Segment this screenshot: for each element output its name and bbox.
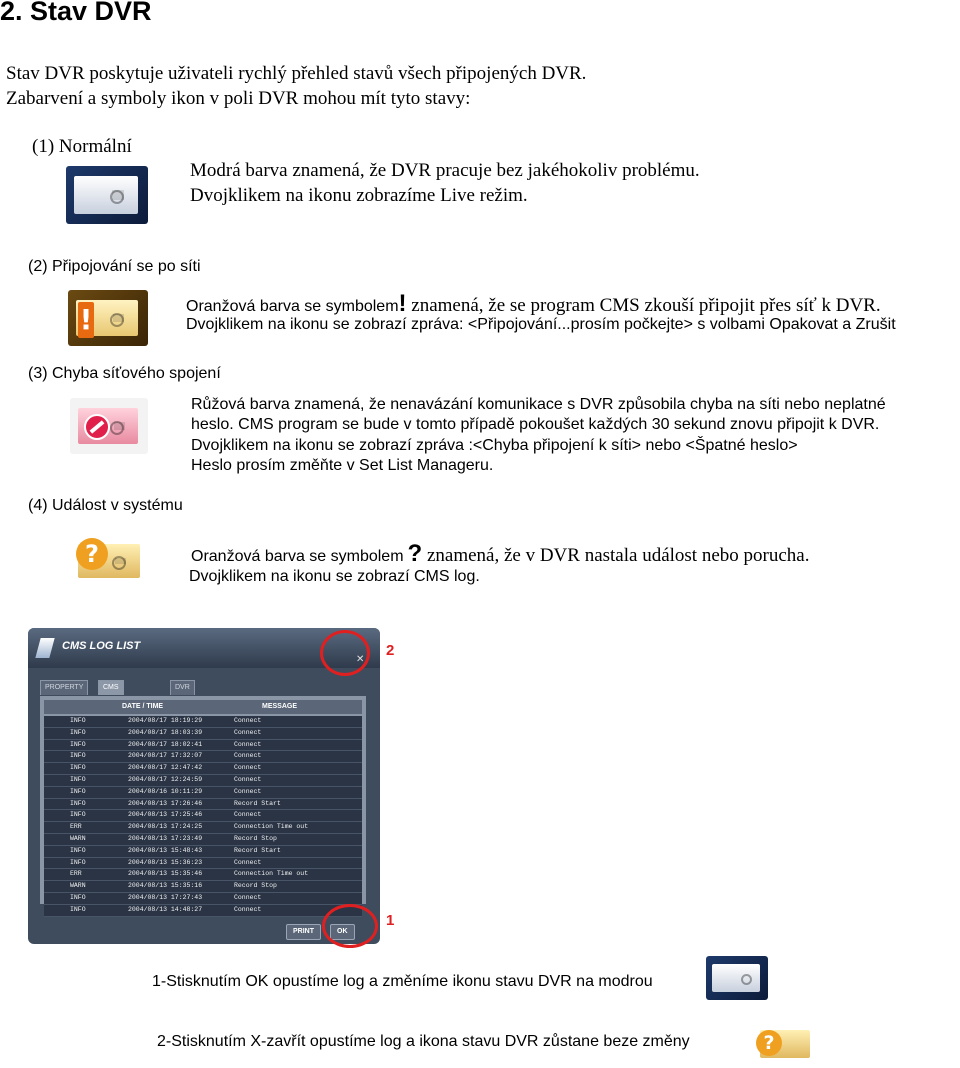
- ok-button[interactable]: OK: [330, 924, 355, 940]
- log-message: Connect: [234, 858, 262, 866]
- table-row[interactable]: [44, 846, 362, 858]
- page-title: 2. Stav DVR: [0, 0, 152, 26]
- log-message: Record Start: [234, 799, 281, 807]
- tab-cms-log-list[interactable]: CMS: [98, 680, 124, 695]
- log-message: Connect: [234, 905, 262, 913]
- cms-log-rows: [44, 716, 362, 917]
- log-message: Connect: [234, 752, 262, 760]
- table-row[interactable]: [44, 905, 362, 917]
- log-date-time: 2004/08/17 18:02:41: [128, 740, 203, 748]
- table-row[interactable]: [44, 751, 362, 763]
- log-date-time: 2004/08/17 18:03:39: [128, 728, 203, 736]
- log-level: INFO: [70, 717, 86, 724]
- state-error-desc-1: Růžová barva znamená, že nenavázání komunikace s DVR způsobila chyba na síti nebo neplatné: [191, 396, 886, 413]
- log-message: Record Start: [234, 846, 281, 854]
- dvr-pink-no-entry-icon: [70, 398, 148, 454]
- log-level: INFO: [70, 728, 86, 736]
- callout-1: 1: [386, 912, 395, 929]
- log-date-time: 2004/08/13 14:48:27: [128, 905, 203, 913]
- log-message: Record Stop: [234, 882, 277, 890]
- state-connecting-desc-2: Dvojklikem na ikonu se zobrazí zpráva: <Připojování...prosím počkejte> s volbami Opakovat a Zrušit: [186, 316, 896, 333]
- log-message: Connect: [234, 740, 262, 748]
- no-entry-icon: [84, 414, 110, 440]
- log-level: INFO: [70, 893, 86, 901]
- cms-window-icon: [35, 638, 54, 658]
- state-normal-desc-1: Modrá barva znamená, že DVR pracuje bez jakéhokoliv problému.: [190, 160, 700, 181]
- cms-log-table: [40, 696, 366, 913]
- log-date-time: 2004/08/16 10:11:29: [128, 787, 203, 795]
- log-level: INFO: [70, 905, 86, 913]
- log-level: INFO: [70, 775, 86, 783]
- state-event-desc-sans: Oranžová barva se symbolem: [191, 548, 404, 565]
- state-event-desc-serif: znamená, že v DVR nastala událost nebo porucha.: [422, 545, 810, 566]
- log-date-time: 2004/08/13 15:35:46: [128, 870, 203, 878]
- log-date-time: 2004/08/13 17:26:46: [128, 799, 203, 807]
- question-icon: ?: [76, 538, 108, 570]
- exclamation-icon: !: [79, 303, 93, 336]
- dvr-blue-icon: [706, 956, 768, 1000]
- log-date-time: 2004/08/17 17:32:07: [128, 752, 203, 760]
- tab-dvr-log-list[interactable]: DVR: [170, 680, 195, 695]
- table-row[interactable]: [44, 787, 362, 799]
- intro-line-1: Stav DVR poskytuje uživateli rychlý přehled stavů všech připojených DVR.: [6, 63, 587, 84]
- log-level: ERR: [70, 823, 82, 831]
- log-date-time: 2004/08/17 12:47:42: [128, 764, 203, 772]
- note-close: 2-Stisknutím X-zavřít opustíme log a ikona stavu DVR zůstane beze změny: [157, 1033, 690, 1050]
- table-row[interactable]: [44, 716, 362, 728]
- state-error-title: (3) Chyba síťového spojení: [28, 365, 221, 382]
- log-message: Connect: [234, 787, 262, 795]
- state-event-desc-2: Dvojklikem na ikonu se zobrazí CMS log.: [189, 568, 480, 585]
- state-normal-desc-2: Dvojklikem na ikonu zobrazíme Live režim.: [190, 185, 528, 206]
- state-event-title: (4) Událost v systému: [28, 497, 183, 514]
- log-level: WARN: [70, 834, 86, 842]
- state-connecting-title: (2) Připojování se po síti: [28, 258, 201, 275]
- log-date-time: 2004/08/13 17:24:25: [128, 823, 203, 831]
- log-level: INFO: [70, 846, 86, 854]
- print-button[interactable]: PRINT: [286, 924, 321, 940]
- state-error-desc-3: Dvojklikem na ikonu se zobrazí zpráva :<Chyba připojení k síti> nebo <Špatné heslo>: [191, 437, 798, 454]
- table-row[interactable]: [44, 728, 362, 740]
- close-highlight-ring: [320, 630, 370, 676]
- log-date-time: 2004/08/17 12:24:59: [128, 775, 203, 783]
- log-message: Connect: [234, 728, 262, 736]
- table-row[interactable]: [44, 799, 362, 811]
- table-row[interactable]: [44, 822, 362, 834]
- state-connecting-desc-serif: znamená, že se program CMS zkouší připojit přes síť k DVR.: [406, 295, 881, 316]
- question-icon: ?: [756, 1030, 782, 1056]
- log-message: Connection Time out: [234, 870, 309, 878]
- log-date-time: 2004/08/13 17:23:49: [128, 834, 203, 842]
- log-date-time: 2004/08/13 15:35:16: [128, 882, 203, 890]
- cms-log-window: [28, 628, 380, 944]
- dvr-blue-icon: [66, 166, 148, 224]
- log-level: INFO: [70, 811, 86, 819]
- tab-property[interactable]: PROPERTY: [40, 680, 88, 695]
- table-row[interactable]: [44, 893, 362, 905]
- log-level: ERR: [70, 870, 82, 878]
- table-row[interactable]: [44, 881, 362, 893]
- log-date-time: 2004/08/13 15:36:23: [128, 858, 203, 866]
- dvr-yellow-question-icon: [70, 534, 150, 588]
- callout-2: 2: [386, 642, 395, 659]
- table-row[interactable]: [44, 869, 362, 881]
- column-message[interactable]: MESSAGE: [262, 703, 298, 710]
- table-row[interactable]: [44, 775, 362, 787]
- log-message: Connect: [234, 764, 262, 772]
- log-level: INFO: [70, 787, 86, 795]
- ok-highlight-ring: [322, 904, 378, 948]
- log-level: INFO: [70, 764, 86, 772]
- table-row[interactable]: [44, 810, 362, 822]
- state-error-desc-4: Heslo prosím změňte v Set List Manageru.: [191, 457, 494, 474]
- note-ok: 1-Stisknutím OK opustíme log a změníme ikonu stavu DVR na modrou: [152, 973, 653, 990]
- cms-log-title: CMS LOG LIST: [62, 640, 141, 652]
- exclamation-symbol: !: [398, 290, 407, 317]
- table-row[interactable]: [44, 740, 362, 752]
- log-message: Connect: [234, 717, 262, 724]
- log-message: Connect: [234, 775, 262, 783]
- table-row[interactable]: [44, 858, 362, 870]
- dvr-orange-exclamation-icon: [68, 290, 148, 346]
- intro-line-2: Zabarvení a symboly ikon v poli DVR mohou mít tyto stavy:: [6, 88, 471, 109]
- column-date-time[interactable]: DATE / TIME: [122, 703, 164, 710]
- log-level: INFO: [70, 740, 86, 748]
- log-message: Connection Time out: [234, 823, 309, 831]
- log-date-time: 2004/08/13 15:48:43: [128, 846, 203, 854]
- dvr-yellow-question-icon: [752, 1022, 818, 1064]
- table-row[interactable]: [44, 834, 362, 846]
- table-row[interactable]: [44, 763, 362, 775]
- cms-log-table-header: [44, 700, 362, 714]
- log-date-time: 2004/08/17 18:19:29: [128, 717, 203, 724]
- log-message: Record Stop: [234, 834, 277, 842]
- log-level: INFO: [70, 799, 86, 807]
- log-message: Connect: [234, 893, 262, 901]
- log-level: WARN: [70, 882, 86, 890]
- log-message: Connect: [234, 811, 262, 819]
- log-level: INFO: [70, 858, 86, 866]
- state-connecting-desc-sans: Oranžová barva se symbolem: [186, 298, 399, 315]
- log-date-time: 2004/08/13 17:25:46: [128, 811, 203, 819]
- close-icon[interactable]: ✕: [356, 654, 365, 665]
- log-level: INFO: [70, 752, 86, 760]
- state-normal-title: (1) Normální: [32, 136, 132, 157]
- log-date-time: 2004/08/13 17:27:43: [128, 893, 203, 901]
- state-error-desc-2: heslo. CMS program se bude v tomto případě pokoušet každých 30 sekund znovu připojit k DVR.: [191, 416, 880, 433]
- question-symbol: ?: [407, 540, 423, 567]
